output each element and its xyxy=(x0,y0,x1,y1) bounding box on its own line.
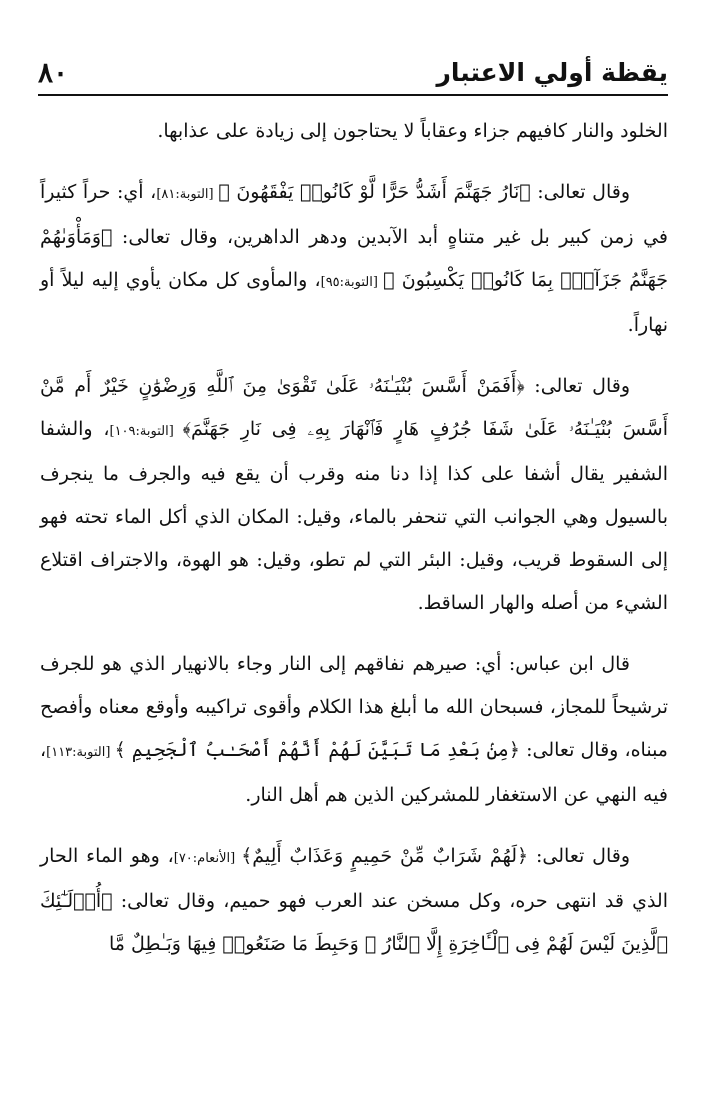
verse-reference: [التوبة:٩٥] xyxy=(320,275,384,290)
text-run: ، والشفا الشفير يقال أشفا على كذا إذا دنا منه وقرب أن يقع فيه والجرف ما ينجرف بالسيول وهي الجوانب التي تنحفر بالماء، وقيل: المكان الذي أكل الماء تحته فهو إلى السقوط قريب، وقيل: البئر التي لم تطو، وقيل: هو الهوة، والاجتراف اقتلاع الشيء من أصله والهار الساقط. xyxy=(40,418,668,614)
page-number: ٨٠ xyxy=(38,55,69,89)
text-run: الخلود والنار كافيهم جزاء وعقاباً لا يحتاجون إلى زيادة على عذابها. xyxy=(157,120,668,142)
text-run: ، فيه النهي عن الاستغفار للمشركين الذين هم أهل النار. xyxy=(40,739,668,806)
paragraph xyxy=(40,365,668,625)
text-run: ، أي: حراً كثيراً في زمن كبير بل غير متناهٍ أبد الآبدين ودهر الداهرين، وقال تعالى: xyxy=(40,181,668,248)
quran-verse: ﴿مِنۢ بَعْدِ مَا تَبَيَّنَ لَهُمْ أَنَّهُمْ أَصْحَـٰبُ ٱلْجَحِيمِ ﴾ xyxy=(114,739,520,761)
quran-verse: ﴿أَفَمَنْ أَسَّسَ بُنْيَـٰنَهُۥ عَلَىٰ تَقْوَىٰ مِنَ ٱللَّهِ وَرِضْوَٰنٍ خَيْرٌ أَم مَّنْ أَسَّسَ بُنْيَـٰنَهُۥ عَلَىٰ شَفَا جُرُفٍ هَارٍ فَٱنْهَارَ بِهِۦ فِى نَارِ جَهَنَّمَ﴾ xyxy=(40,375,669,440)
paragraph xyxy=(40,643,668,817)
quran-verse: ﴿أُو۟لَـٰٓئِكَ ٱلَّذِينَ لَيْسَ لَهُمْ فِى ٱلْـَٔاخِرَةِ إِلَّا ٱلنَّارُ ۖ وَحَبِطَ مَا صَنَعُوا۟ فِيهَا وَبَـٰطِلٌ مَّا xyxy=(40,890,668,955)
text-run: وقال تعالى: xyxy=(524,375,630,397)
book-title: يقظة أولي الاعتبار xyxy=(436,57,668,87)
running-header xyxy=(38,52,668,92)
paragraph xyxy=(40,835,668,966)
text-run: ، وهو الماء الحار الذي قد انتهى حره، وكل مسخن عند العرب فهو حميم، وقال تعالى: xyxy=(40,845,668,912)
paragraph xyxy=(40,110,668,153)
text-run: وقال تعالى: xyxy=(530,181,630,203)
paragraph xyxy=(40,171,668,347)
text-run: ، والمأوى كل مكان يأوي إليه ليلاً أو نهاراً. xyxy=(40,269,668,336)
quran-verse: ﴿نَارُ جَهَنَّمَ أَشَدُّ حَرًّا لَّوْ كَانُوا۟ يَفْقَهُونَ ﴾ xyxy=(218,181,531,203)
text-run: قال ابن عباس: أي: صيرهم نفاقهم إلى النار وجاء بالانهيار الذي هو للجرف ترشيحاً للمجاز، فسبحان الله ما أبلغ هذا الكلام وأقوى تراكيبه وأوقع معناه وأفصح مبناه، وقال تعالى: xyxy=(40,653,668,761)
body-text xyxy=(40,110,668,984)
quran-verse: ﴿وَمَأْوَىٰهُمْ جَهَنَّمُ جَزَآءًۢ بِمَا كَانُوا۟ يَكْسِبُونَ ﴾ xyxy=(40,226,669,291)
verse-reference: [التوبة:١٠٩] xyxy=(109,424,183,439)
verse-reference: [الأنعام:٧٠] xyxy=(173,851,242,866)
quran-verse: ﴿لَهُمْ شَرَابٌ مِّنْ حَمِيمٍ وَعَذَابٌ أَلِيمٌ﴾ xyxy=(241,845,529,867)
text-run: وقال تعالى: xyxy=(528,845,630,867)
header-rule xyxy=(38,94,668,96)
verse-reference: [التوبة:٨١] xyxy=(156,187,219,202)
verse-reference: [التوبة:١١٣] xyxy=(46,745,115,760)
